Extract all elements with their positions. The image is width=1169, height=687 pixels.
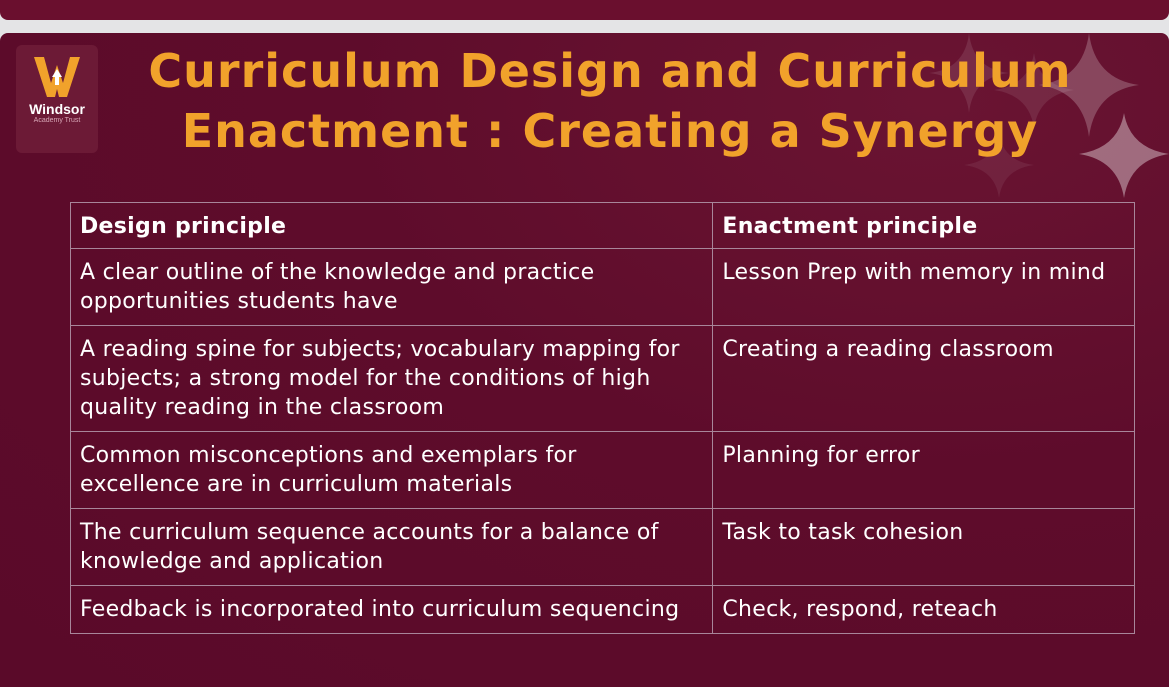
table-row — [71, 249, 1135, 326]
table-row — [71, 586, 1135, 634]
header-design-principle: Design principle — [71, 203, 713, 249]
windsor-w-logo-icon — [32, 55, 82, 99]
enactment-cell: Check, respond, reteach — [713, 586, 1135, 634]
logo-name: Windsor — [29, 101, 85, 117]
logo-subtitle: Academy Trust — [33, 117, 81, 124]
design-cell: Common misconceptions and exemplars for excellence are in curriculum materials — [71, 432, 713, 509]
title-line-2: Enactment : Creating a Synergy — [181, 104, 1039, 158]
table-row — [71, 432, 1135, 509]
design-cell: The curriculum sequence accounts for a balance of knowledge and application — [71, 509, 713, 586]
slide-title — [120, 41, 1100, 161]
title-line-1: Curriculum Design and Curriculum — [148, 44, 1072, 98]
enactment-cell: Lesson Prep with memory in mind — [713, 249, 1135, 326]
enactment-cell: Planning for error — [713, 432, 1135, 509]
principles-table — [70, 202, 1135, 634]
design-cell: A clear outline of the knowledge and practice opportunities students have — [71, 249, 713, 326]
table-header-row — [71, 203, 1135, 249]
enactment-cell: Creating a reading classroom — [713, 326, 1135, 432]
enactment-cell: Task to task cohesion — [713, 509, 1135, 586]
previous-slide-edge[interactable] — [0, 0, 1169, 20]
windsor-logo — [16, 45, 98, 153]
table-row — [71, 509, 1135, 586]
table-row — [71, 326, 1135, 432]
design-cell: Feedback is incorporated into curriculum sequencing — [71, 586, 713, 634]
slide — [0, 33, 1169, 687]
header-enactment-principle: Enactment principle — [713, 203, 1135, 249]
design-cell: A reading spine for subjects; vocabulary mapping for subjects; a strong model for the conditions of high quality reading in the classroom — [71, 326, 713, 432]
